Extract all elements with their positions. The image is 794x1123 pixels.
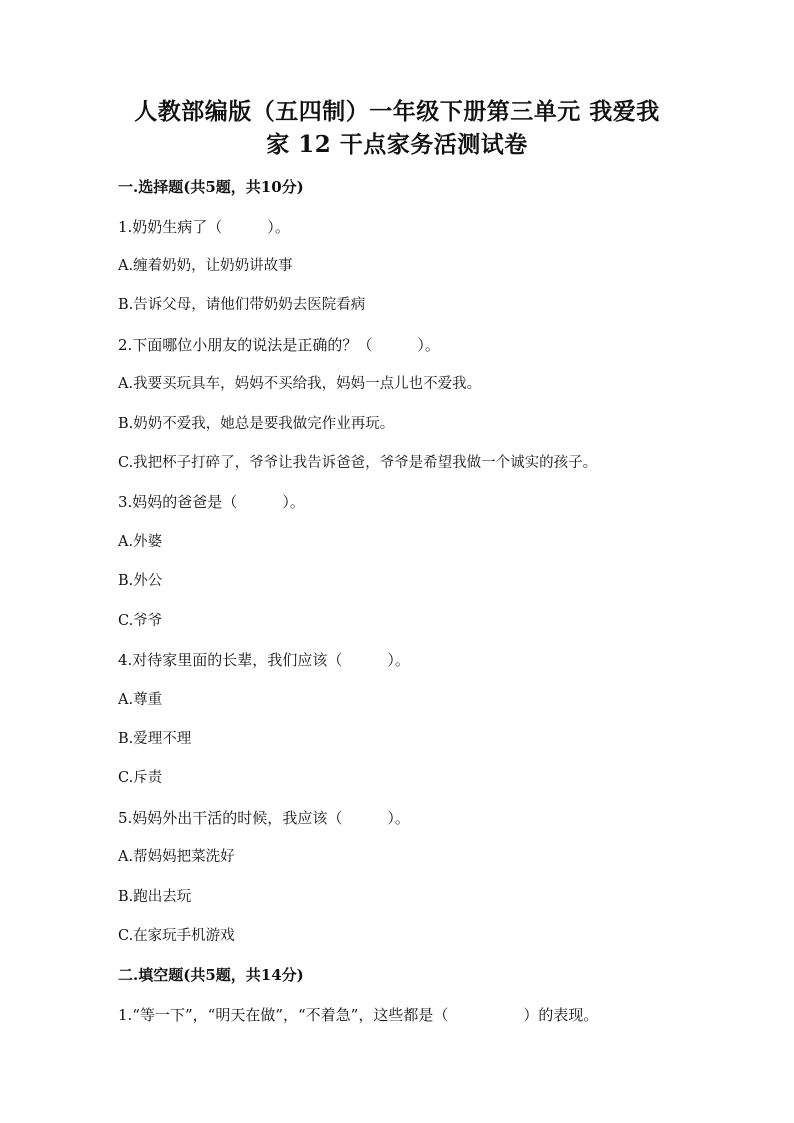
question-5-option-c: C.在家玩手机游戏 [118,928,235,944]
question-2-stem: 2.下面哪位小朋友的说法是正确的？（ ）。 [118,336,440,354]
section-heading-choice: 一.选择题(共5题，共10分) [118,178,304,196]
question-2-option-c: C.我把杯子打碎了，爷爷让我告诉爸爸，爷爷是希望我做一个诚实的孩子。 [118,455,598,471]
question-1-option-b: B.告诉父母，请他们带奶奶去医院看病 [118,297,366,313]
question-3-stem: 3.妈妈的爸爸是（ ）。 [118,493,305,511]
section-heading-fill-blank: 二.填空题(共5题，共14分) [118,966,304,984]
question-2-option-b: B.奶奶不爱我，她总是要我做完作业再玩。 [118,416,395,432]
question-1-stem: 1.奶奶生病了（ ）。 [118,218,290,236]
question-5-option-a: A.帮妈妈把菜洗好 [118,849,235,865]
exam-title-line-2: 家 12 干点家务活测试卷 [266,131,528,158]
question-4-option-a: A.尊重 [118,692,163,708]
question-4-option-b: B.爱理不理 [118,731,192,747]
question-4-stem: 4.对待家里面的长辈，我们应该（ ）。 [118,651,410,669]
fill-question-1-stem: 1.“等一下”，“明天在做”，“不着急”，这些都是（ ）的表现。 [118,1006,599,1024]
question-1-option-a: A.缠着奶奶，让奶奶讲故事 [118,258,293,274]
question-4-option-c: C.斥责 [118,770,163,786]
question-3-option-b: B.外公 [118,573,163,589]
question-3-option-a: A.外婆 [118,534,163,550]
question-2-option-a: A.我要买玩具车，妈妈不买给我，妈妈一点儿也不爱我。 [118,376,482,392]
question-3-option-c: C.爷爷 [118,613,163,629]
exam-title-line-1: 人教部编版（五四制）一年级下册第三单元 我爱我 [134,98,660,125]
question-5-option-b: B.跑出去玩 [118,889,192,905]
question-5-stem: 5.妈妈外出干活的时候，我应该（ ）。 [118,809,410,827]
